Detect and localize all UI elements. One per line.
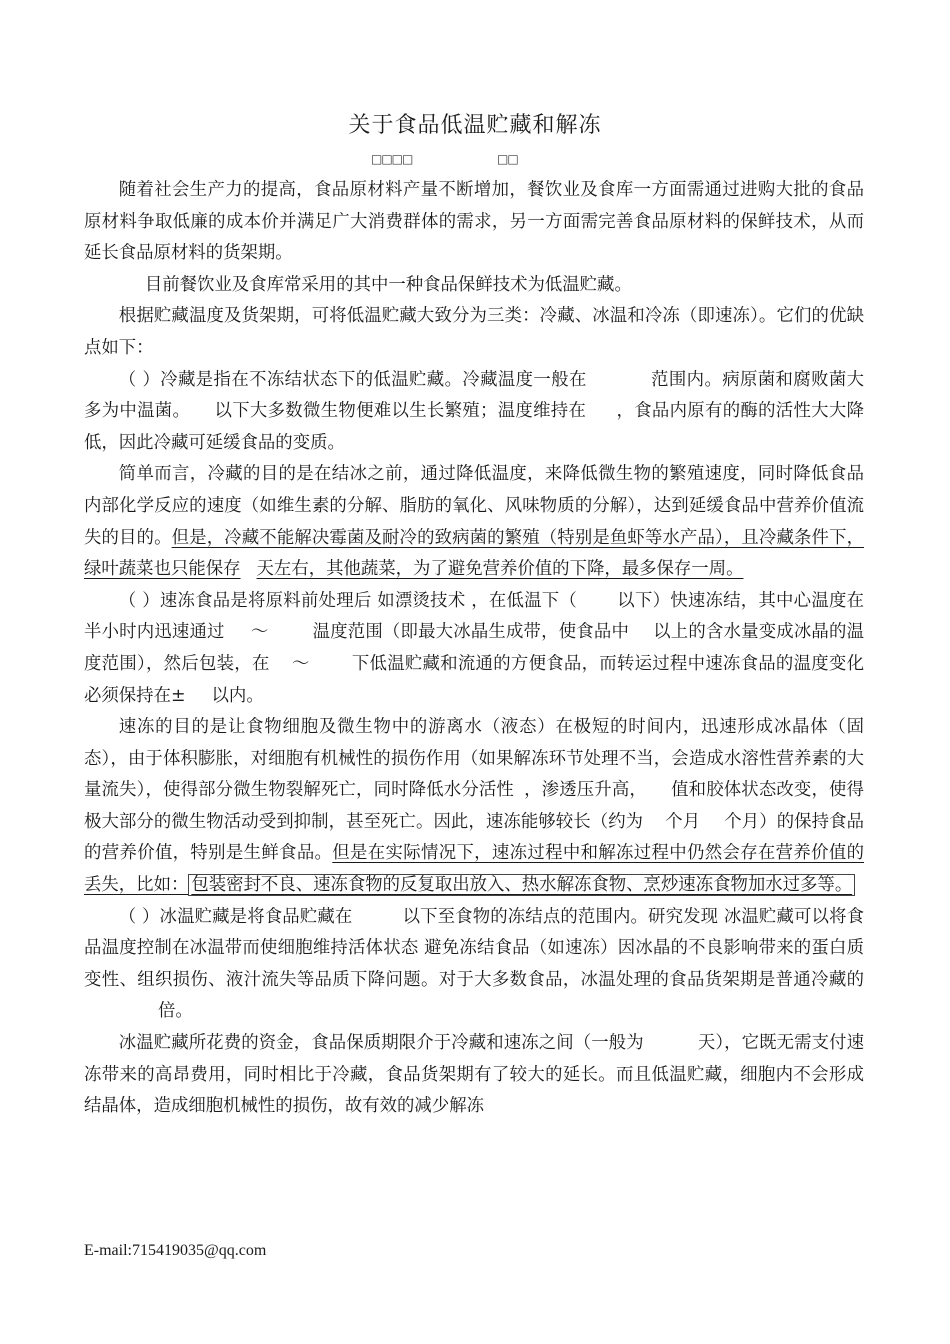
underlined-text: 但是，冷藏不能解决霉菌及耐冷的致病菌的繁殖（特别是鱼虾等水产品），且冷藏条件下，绿叶蔬菜也只能保存 天左右，其他蔬菜，为了避免营养价值的下降，最多保存一周。 xyxy=(84,527,864,580)
paragraph-method: 目前餐饮业及食库常采用的其中一种食品保鲜技术为低温贮藏。 xyxy=(144,274,632,295)
paragraph-refrigeration: （ ）冷藏是指在不冻结状态下的低温贮藏。冷藏温度一般在 范围内。病原菌和腐败菌大多为中温菌。 以下大多数微生物便难以生长繁殖；温度维持在 ，食品内原有的酶的活性大大降低，因此冷藏可延缓食品的变质。 xyxy=(84,369,864,453)
paragraph-categories: 根据贮藏温度及货架期，可将低温贮藏大致分为三类：冷藏、冰温和冷冻（即速冻）。它们的优缺点如下： xyxy=(84,306,864,358)
footer-email: E-mail:715419035@qq.com xyxy=(84,1242,267,1259)
paragraph-ice-temperature-cost: 冰温贮藏所花费的资金，食品保质期限介于冷藏和速冻之间（一般为 天），它既无需支付速冻带来的高昂费用，同时相比于冷藏，食品货架期有了较大的延长。而且低温贮藏，细胞内不会形成结晶体，造成细胞机械性的损伤，故有效的减少解冻 xyxy=(84,1033,864,1117)
boxed-text: 包装密封不良、速冻食物的反复取出放入、热水解冻食物、烹炒速冻食物加水过多等。 xyxy=(188,874,855,896)
underlined-text: 但是在实际情况下，速冻过程中和解冻过程中仍然会存在营养价值的丢失，比如： 包装密封不良、速冻食物的反复取出放入、热水解冻食物、烹炒速冻食物加水过多等。 xyxy=(84,843,864,896)
paragraph-ice-temperature: （ ）冰温贮藏是将食品贮藏在 以下至食物的冻结点的范围内。研究发现 冰温贮藏可以将食品温度控制在冰温带而使细胞维持活体状态 避免冻结食品（如速冻）因冰晶的不良影响带来的蛋白质变性、组织损伤、液汁流失等品质下降问题。对于大多数食品，冰温处理的食品货架期是普通冷藏的倍。 xyxy=(84,906,864,1022)
document-title: 关于食品低温贮藏和解冻 xyxy=(348,113,602,138)
author-name: □□□□ xyxy=(371,152,413,166)
paragraph-refrigeration-purpose: 简单而言，冷藏的目的是在结冰之前，通过降低温度，来降低微生物的繁殖速度，同时降低食品内部化学反应的速度（如维生素的分解、脂肪的氧化、风味物质的分解），达到延缓食品中营养价值流失的目的。但是，冷藏不能解决霉菌及耐冷的致病菌的繁殖（特别是鱼虾等水产品），且冷藏条件下，绿叶蔬菜也只能保存 天左右，其他蔬菜，为了避免营养价值的下降，最多保存一周。 xyxy=(84,464,864,580)
author-affiliation: □□ xyxy=(497,152,518,166)
paragraph-freezing-purpose: 速冻的目的是让食物细胞及微生物中的游离水（液态）在极短的时间内，迅速形成冰晶体（固态），由于体积膨胀，对细胞有机械性的损伤作用（如果解冻环节处理不当，会造成水溶性营养素的大量流失），使得部分微生物裂解死亡，同时降低水分活性 ，渗透压升高， 值和胶体状态改变，使得极大部分的微生物活动受到抑制，甚至死亡。因此，速冻能够较长（约为 个月 个月）的保持食品的营养价值，特别是生鲜食品。但是在实际情况下，速冻过程中和解冻过程中仍然会存在营养价值的丢失，比如： 包装密封不良、速冻食物的反复取出放入、热水解冻食物、烹炒速冻食物加水过多等。 xyxy=(84,717,864,896)
document-body xyxy=(84,175,864,1123)
paragraph-intro: 随着社会生产力的提高，食品原材料产量不断增加，餐饮业及食库一方面需通过进购大批的食品原材料争取低廉的成本价并满足广大消费群体的需求，另一方面需完善食品原材料的保鲜技术，从而延长食品原材料的货架期。 xyxy=(84,180,864,264)
paragraph-quick-freezing: （ ）速冻食品是将原料前处理后 如漂烫技术 ，在低温下（ 以下）快速冻结，其中心温度在半小时内迅速通过 ～ 温度范围（即最大冰晶生成带，使食品中 以上的含水量变成冰晶的温度范围），然后包装，在 ～ 下低温贮藏和流通的方便食品，而转运过程中速冻食品的温度变化必须保持在± 以内。 xyxy=(84,590,864,706)
author-line xyxy=(0,152,950,168)
